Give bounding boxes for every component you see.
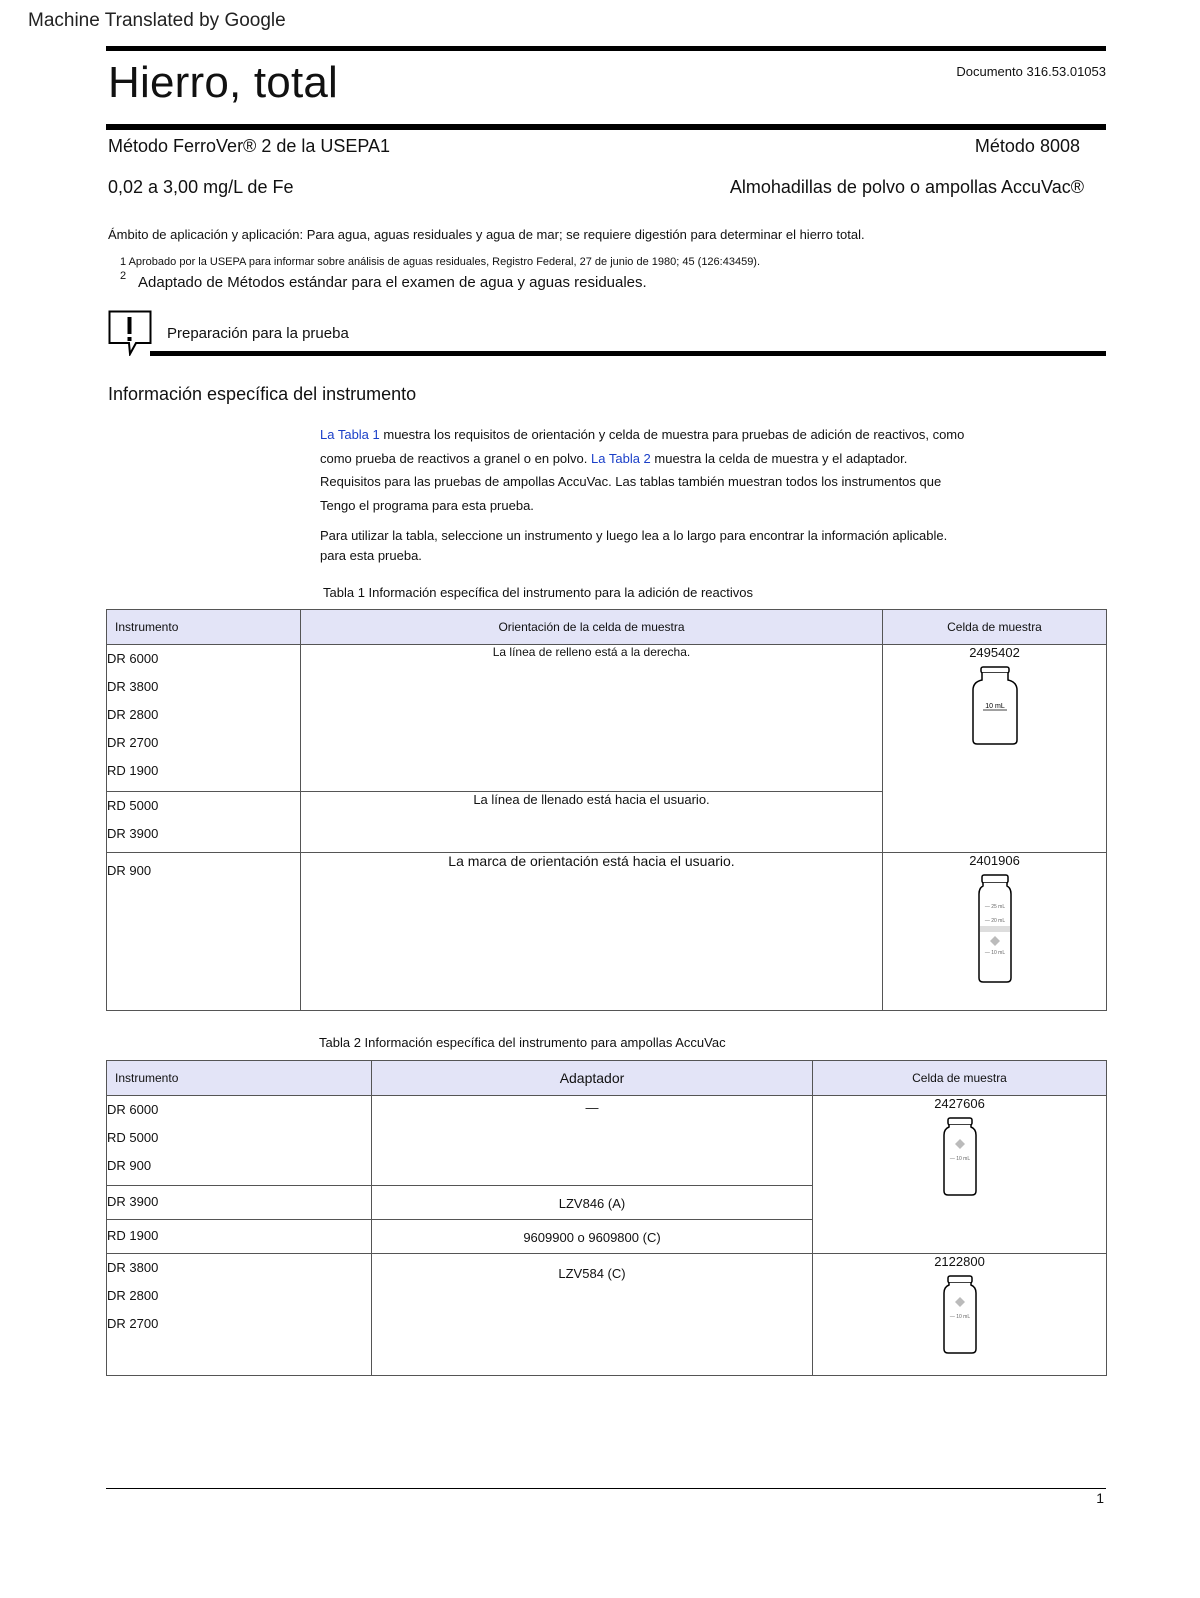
footer-rule (106, 1488, 1106, 1489)
instrument-name: DR 3900 (107, 826, 159, 841)
instrument-name: DR 900 (107, 863, 152, 878)
adapter-cell: LZV584 (C) (372, 1254, 813, 1376)
column-header: Orientación de la celda de muestra (301, 610, 883, 645)
accuvac-ampule-icon (940, 1275, 980, 1355)
table-2-caption: Tabla 2 Información específica del instrumento para ampollas AccuVac (319, 1035, 726, 1050)
instrument-cell (107, 1254, 372, 1376)
instrument-name: DR 3900 (107, 1194, 159, 1209)
sample-cell-number: 2427606 (934, 1096, 985, 1111)
intro-text: Tengo el programa para esta prueba. (320, 497, 534, 513)
round-vial-icon (975, 874, 1015, 984)
instrument-name: DR 3800 (107, 679, 159, 694)
scope-text: Ámbito de aplicación y aplicación: Para agua, aguas residuales y agua de mar; se requiere digestión para determinar el hierro total. (108, 227, 865, 242)
page-title: Hierro, total (108, 58, 339, 107)
document-number: Documento 316.53.01053 (956, 64, 1106, 79)
orientation-cell: La marca de orientación está hacia el usuario. (301, 853, 883, 1011)
usage-text: para esta prueba. (320, 548, 422, 563)
usage-text: Para utilizar la tabla, seleccione un instrumento y luego lea a lo largo para encontrar la información aplicable. (320, 528, 948, 543)
instrument-cell (107, 645, 301, 792)
square-vial-icon (969, 666, 1021, 746)
alert-speech-icon (108, 310, 152, 356)
vial-label: 10 mL (984, 703, 1005, 710)
page-number: 1 (1096, 1490, 1104, 1506)
adapter-cell: — (372, 1096, 813, 1186)
instrument-cell (107, 1220, 372, 1254)
prep-rule (150, 351, 1106, 356)
table-row (107, 645, 1107, 792)
orientation-cell: La línea de relleno está a la derecha. (301, 645, 883, 792)
adapter-cell: 9609900 o 9609800 (C) (372, 1220, 813, 1254)
instrument-cell (107, 1186, 372, 1220)
table-1-caption: Tabla 1 Información específica del instrumento para la adición de reactivos (323, 585, 753, 600)
method-name: Método FerroVer® 2 de la USEPA1 (108, 136, 391, 156)
instrument-name: RD 5000 (107, 798, 159, 813)
intro-text: como prueba de reactivos a granel o en polvo. (320, 450, 592, 466)
table-row (107, 853, 1107, 1011)
column-header: Celda de muestra (813, 1061, 1107, 1096)
footnote-2-number: 2 (120, 270, 127, 282)
sample-cell (813, 1254, 1107, 1376)
vial-mark: — 10 mL (949, 1156, 970, 1162)
footnote-1: 1 Aprobado por la USEPA para informar sobre análisis de aguas residuales, Registro Federal, 27 de junio de 1980; 45 (126:43459). (120, 256, 761, 268)
column-header: Celda de muestra (883, 610, 1107, 645)
vial-mark: — 20 mL (984, 918, 1005, 924)
sample-cell (813, 1096, 1107, 1254)
instrument-name: DR 2800 (107, 707, 159, 722)
sample-cell-number: 2495402 (969, 645, 1020, 660)
usage-paragraph (320, 526, 1040, 566)
vial-mark: — 25 mL (984, 904, 1005, 910)
intro-paragraph (320, 423, 1040, 517)
accuvac-ampule-icon (940, 1117, 980, 1197)
table-1 (106, 609, 1107, 1011)
measurement-range: 0,02 a 3,00 mg/L de Fe (108, 177, 294, 197)
instrument-name: DR 2800 (107, 1288, 159, 1303)
footnote-2: Adaptado de Métodos estándar para el examen de agua y aguas residuales. (138, 274, 647, 291)
column-header: Instrumento (107, 610, 301, 645)
intro-text: Requisitos para las pruebas de ampollas AccuVac. Las tablas también muestran todos los instrumentos que (320, 474, 942, 489)
column-header: Instrumento (107, 1061, 372, 1096)
instrument-name: RD 5000 (107, 1130, 159, 1145)
sample-cell (883, 645, 1107, 853)
column-header: Adaptador (372, 1061, 813, 1096)
sample-cell (883, 853, 1107, 1011)
table-row (107, 1096, 1107, 1186)
section-heading: Información específica del instrumento (108, 384, 417, 404)
vial-mark: — 10 mL (949, 1314, 970, 1320)
vial-mark: — 10 mL (984, 950, 1005, 956)
instrument-name: DR 900 (107, 1158, 152, 1173)
reagent-format: Almohadillas de polvo o ampollas AccuVac® (729, 177, 1084, 197)
prep-heading: Preparación para la prueba (167, 325, 349, 342)
table-row (107, 1254, 1107, 1376)
instrument-cell (107, 1096, 372, 1186)
top-rule (106, 46, 1106, 51)
instrument-name: DR 6000 (107, 1102, 159, 1117)
table-2-link[interactable]: La Tabla 2 (591, 450, 651, 466)
instrument-name: DR 2700 (107, 735, 159, 750)
instrument-name: RD 1900 (107, 1228, 159, 1243)
translation-banner: Machine Translated by Google (28, 10, 286, 31)
instrument-cell (107, 792, 301, 853)
adapter-cell: LZV846 (A) (372, 1186, 813, 1220)
method-number: Método 8008 (974, 136, 1080, 156)
instrument-cell (107, 853, 301, 1011)
instrument-name: RD 1900 (107, 763, 159, 778)
table-2 (106, 1060, 1107, 1376)
orientation-cell: La línea de llenado está hacia el usuario. (301, 792, 883, 853)
instrument-name: DR 6000 (107, 651, 159, 666)
sample-cell-number: 2122800 (934, 1254, 985, 1269)
intro-text: muestra los requisitos de orientación y celda de muestra para pruebas de adición de reactivos, como (379, 427, 965, 442)
intro-text: muestra la celda de muestra y el adaptador. (650, 450, 908, 466)
title-rule (106, 124, 1106, 130)
sample-cell-number: 2401906 (969, 853, 1020, 868)
instrument-name: DR 3800 (107, 1260, 159, 1275)
instrument-name: DR 2700 (107, 1316, 159, 1331)
table-1-link[interactable]: La Tabla 1 (320, 427, 380, 442)
